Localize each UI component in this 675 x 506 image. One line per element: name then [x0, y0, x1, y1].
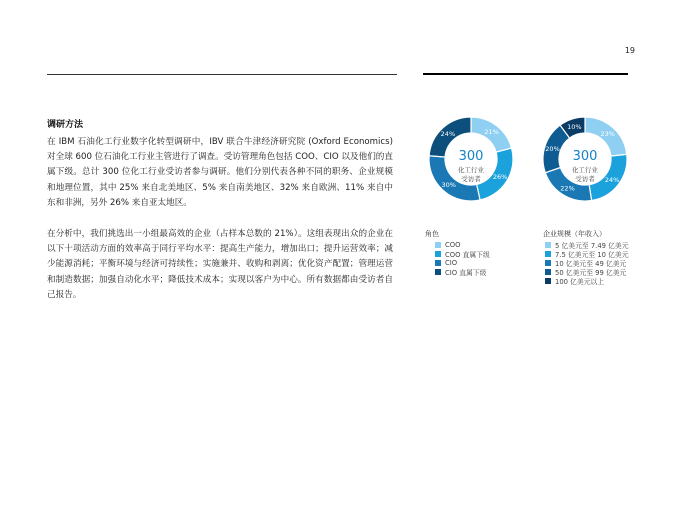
role-chart-center-line-1: 化工行业: [458, 166, 484, 174]
slice-value-label: 26%: [492, 172, 508, 181]
size-chart-center-line-1: 化工行业: [572, 166, 598, 174]
size-legend: [545, 240, 629, 286]
page-number: 19: [624, 46, 635, 55]
legend-swatch: [545, 242, 551, 248]
legend-swatch: [435, 260, 441, 266]
legend-label: 7.5 亿美元至 10 亿美元: [555, 250, 629, 259]
slice-value-label: 20%: [545, 145, 560, 154]
slice-value-label: 23%: [600, 129, 615, 138]
legend-label: CIO: [445, 258, 458, 267]
legend-item: [435, 249, 490, 258]
slice-value-label: 21%: [484, 128, 499, 137]
slice-value-label: 24%: [604, 175, 620, 184]
size-chart-center-line-2: 受访者: [575, 175, 595, 183]
slice-value-label: 10%: [567, 122, 582, 131]
size-chart-center-value: 300: [572, 149, 598, 164]
legend-label: 50 亿美元至 99 亿美元: [555, 269, 627, 278]
legend-label: 10 亿美元至 49 亿美元: [555, 259, 627, 268]
slice-value-label: 30%: [441, 180, 456, 189]
legend-label: COO 直属下级: [445, 250, 490, 259]
legend-swatch: [545, 251, 551, 257]
section-heading: 调研方法: [47, 120, 84, 130]
legend-swatch: [545, 260, 551, 266]
slice-value-label: 22%: [560, 184, 575, 193]
role-chart-center-line-2: 受访者: [461, 175, 481, 183]
legend-swatch: [435, 242, 441, 248]
legend-swatch: [435, 251, 441, 257]
legend-item: [545, 277, 629, 286]
legend-label: 5 亿美元至 7.49 亿美元: [555, 241, 629, 250]
legend-label: 100 亿美元以上: [555, 278, 605, 287]
slice-value-label: 24%: [440, 130, 456, 139]
role-legend: [435, 240, 490, 277]
legend-label: COO: [445, 240, 461, 249]
role-legend-title: 角色: [425, 230, 439, 238]
body-paragraph-2: 在分析中，我们挑选出一小组最高效的企业（占样本总数的 21%）。这组表现出众的企业在以下十项活动方面的效率高于同行平均水平：提高生产能力，增加出口；提升运营效率；减少能源消耗；平衡环境与经济可持续性；实施兼并、收购和剥离；优化资产配置；管理运营和制造数据；加强自动化水平；降低技术成本；实现以客户为中心。所有数据都由受访者自己报告。: [47, 229, 393, 300]
size-legend-title: 企业规模（年收入）: [543, 230, 606, 238]
section-divider-left: [47, 74, 397, 75]
role-chart-center-value: 300: [458, 149, 484, 164]
legend-swatch: [545, 278, 551, 284]
body-paragraph-1: 在 IBM 石油化工行业数字化转型调研中，IBV 联合牛津经济研究院 (Oxford Economics) 对全球 600 位石油化工行业主管进行了调查。受访管理角色包括 COO、CIO 以及他们的直属下级。总计 300 位化工行业受访者参与调研。他们分别代表各种不同的职务、企业规模和地理位置，其中 25% 来自北美地区、5% 来自南美地区、32% 来自欧洲、11% 来自中东和非洲，另外 26% 来自亚太地区。: [47, 137, 393, 208]
legend-swatch: [545, 269, 551, 275]
legend-swatch: [435, 269, 441, 275]
legend-label: CIO 直属下级: [445, 269, 487, 278]
legend-item: [435, 268, 490, 277]
section-divider-right: [423, 73, 628, 75]
